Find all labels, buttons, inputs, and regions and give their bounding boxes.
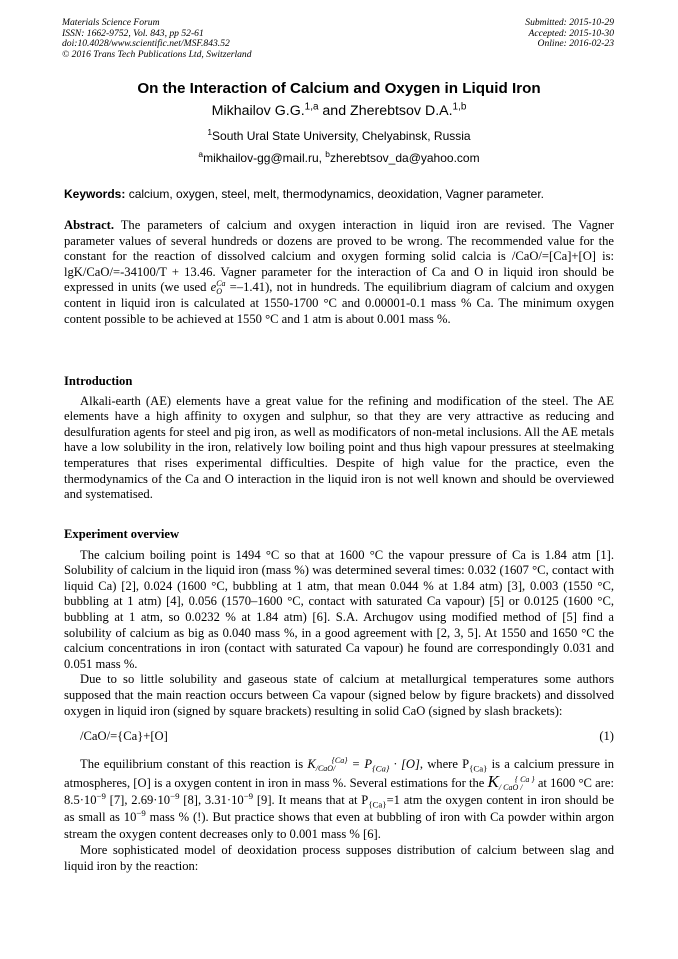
k2-indices [499, 776, 535, 792]
param-sub: O [216, 287, 222, 297]
abstract-label: Abstract. [64, 218, 115, 232]
equilibrium-formula [307, 755, 420, 774]
online-date: Online: 2016-02-23 [537, 38, 614, 50]
k2-sub: / CaO / [498, 782, 523, 792]
experiment-paragraph-2: Due to so little solubility and gaseous state of calcium at metallurgical temperatures some authors supposed that the main reaction occurs between Ca vapour (signed below by figure brackets) and dissolved oxygen in liquid iron (signed by square brackets) resulting in solid CaO (signed by slash brackets): [64, 672, 614, 718]
affiliation-number: 1 [207, 127, 213, 137]
email-b[interactable]: zherebtsov_da@yahoo.com [329, 151, 480, 165]
k2-formula [487, 771, 535, 792]
p3-end4: [9]. It means that at P [253, 792, 369, 807]
doi[interactable]: doi:10.4028/www.scientific.net/MSF.843.52 [62, 38, 230, 50]
p3-end2: [7], 2.69·10 [105, 792, 171, 807]
param-sup: Ca [216, 279, 226, 289]
keywords-label: Keywords: [64, 187, 126, 201]
param-indices [216, 280, 225, 296]
equation-1-text: /CaO/={Ca}+[O] [80, 729, 168, 744]
vagner-parameter-symbol [210, 279, 226, 297]
p3-end6: mass % (!). But practice shows that even at bubbling of iron with Ca powder within argon stream the oxygen content decreases only to 0.001 mass % [6]. [64, 809, 618, 841]
formula-p: = P [347, 756, 373, 771]
experiment-heading: Experiment overview [64, 527, 180, 541]
equation-1 [64, 729, 614, 745]
p3-mid: , where P [419, 756, 470, 771]
keywords-text: calcium, oxygen, steel, melt, thermodynamics, deoxidation, Vagner parameter. [125, 187, 545, 201]
p3-end5: =1 atm the oxygen content in iron should be as small as 10 [64, 792, 618, 824]
p3-mid2: is a calcium pressure in atmospheres, [O] is a oxygen content in iron in mass %. Several estimations for the [64, 756, 618, 790]
k1-sup: {Ca} [331, 755, 348, 765]
email-b-label: b [325, 149, 330, 159]
introduction-section [64, 374, 614, 503]
exp-2: −9 [170, 790, 180, 801]
p3-start: The equilibrium constant of this reaction is [80, 756, 308, 771]
abstract-text-1: The parameters of calcium and oxygen interaction in liquid iron are revised. The Vagner parameter values of several hundreds or dozens are proved to be wrong. The recommended value for the constant for the reaction of dissolved calcium and oxygen forming solid calcia is /CaO/=[Ca]+[O] is: lgK/CaO/=-34100/T + 13.46. Vagner parameter for the interaction of Ca and O in liquid iron should be expressed in units (we used [64, 218, 618, 295]
formula-tail: · [O] [389, 756, 420, 771]
author-1-affil: 1,a [304, 101, 319, 113]
issn: ISSN: 1662-9752, Vol. 843, pp 52-61 [62, 27, 204, 39]
submitted-date: Submitted: 2015-10-29 [525, 17, 614, 28]
abstract [64, 218, 618, 328]
copyright: © 2016 Trans Tech Publications Ltd, Switzerland [62, 48, 252, 60]
author-2-affil: 1,b [452, 101, 467, 113]
p3-end3: [8], 3.31·10 [179, 792, 244, 807]
keywords [64, 187, 614, 201]
paper-title: On the Interaction of Calcium and Oxygen in Liquid Iron [137, 80, 541, 97]
author-2: Zherebtsov D.A. [350, 103, 453, 119]
exp-3: −9 [243, 790, 254, 801]
exp-1: −9 [96, 790, 106, 801]
affiliation-text: South Ural State University, Chelyabinsk, Russia [212, 129, 471, 143]
k2-sup: { Ca } [514, 774, 535, 784]
experiment-section [64, 527, 618, 874]
author-emails [0, 151, 678, 165]
k1-symbol: K [307, 756, 316, 771]
experiment-paragraph-4: More sophisticated model of deoxidation process supposes distribution of calcium between slag and liquid iron by the reaction: [64, 842, 614, 873]
header-left [62, 18, 252, 60]
email-a[interactable]: mikhailov-gg@mail.ru, [203, 151, 326, 165]
equation-1-number: (1) [599, 729, 614, 744]
k1-indices [316, 757, 348, 773]
p-sub: {Ca} [469, 763, 488, 774]
introduction-heading: Introduction [64, 374, 133, 388]
formula-p-sub: {Ca} [372, 763, 390, 774]
author-list [0, 103, 678, 119]
affiliation [0, 129, 678, 143]
journal-name: Materials Science Forum [62, 17, 160, 28]
accepted-date: Accepted: 2015-10-30 [528, 27, 614, 39]
author-1: Mikhailov G.G. [211, 103, 305, 119]
author-conjunction: and [318, 103, 351, 119]
experiment-paragraph-1: The calcium boiling point is 1494 °C so that at 1600 °C the vapour pressure of Ca is 1.84 atm [1]. Solubility of calcium in the liquid iron (mass %) was determined several times: 0.032 (1607 °C, contact with liquid Ca) [2], 0.024 (1600 °C, bubbling at 1 atm, that mean 0.044 % at 1.84 atm) [3], 0.003 (1550 °C, bubbling at 1 atm) [4], 0.056 (1570–1600 °C, contact with saturated Ca vapour) [5] or 0.0125 (1600 °C, bubbling at 1 atm, so 0.0232 % at 1.84 atm) [6]. S.A. Archugov using modified method of [5] find a solubility of calcium as big as 0.040 mass %, in a good agreement with [2, 3, 5]. At 1550 and 1650 °C the calcium concentrations in iron (contact with saturated Ca vapour) he found are correspondingly 0.031 and 0.051 mass %. [64, 547, 614, 671]
k2-symbol: K [487, 771, 499, 791]
abstract-text-2: ), not in hundreds. The equilibrium diagram of calcium and oxygen content in liquid iron is calculated at 1550-1700 °C and 0.00001-0.1 mass % Ca. The minimum oxygen content possible to be achieved at 1550 °C and 1 atm is about 0.001 mass %. [64, 280, 614, 327]
k1-sub: /CaO/ [315, 763, 336, 773]
param-e: e [210, 280, 217, 295]
p3-end1: at 1600 °C are: 8.5·10 [64, 775, 618, 807]
header-right [525, 18, 614, 50]
p2-sub: {Ca} [368, 799, 387, 810]
param-value: =–1.41 [225, 280, 266, 295]
email-a-label: a [198, 149, 204, 159]
exp-4: −9 [136, 807, 146, 818]
experiment-paragraph-3 [64, 755, 618, 843]
introduction-paragraph: Alkali-earth (AE) elements have a great value for the refining and modification of the steel. The AE elements have a high affinity to oxygen and sulphur, so that they are very attractive as reducing and desulfuration agents for steel and pig iron, as well as modificators of non-metal inclusions. All the AE metals have a low solubility in the iron, relatively low boiling point and thus high vapour pressures at steelmaking temperatures that rises experimental difficulties. Despite of high value for the practice, even the thermodynamics of the Ca and O interaction in the liquid iron is not well known and should be overviewed and systematised. [64, 393, 614, 502]
